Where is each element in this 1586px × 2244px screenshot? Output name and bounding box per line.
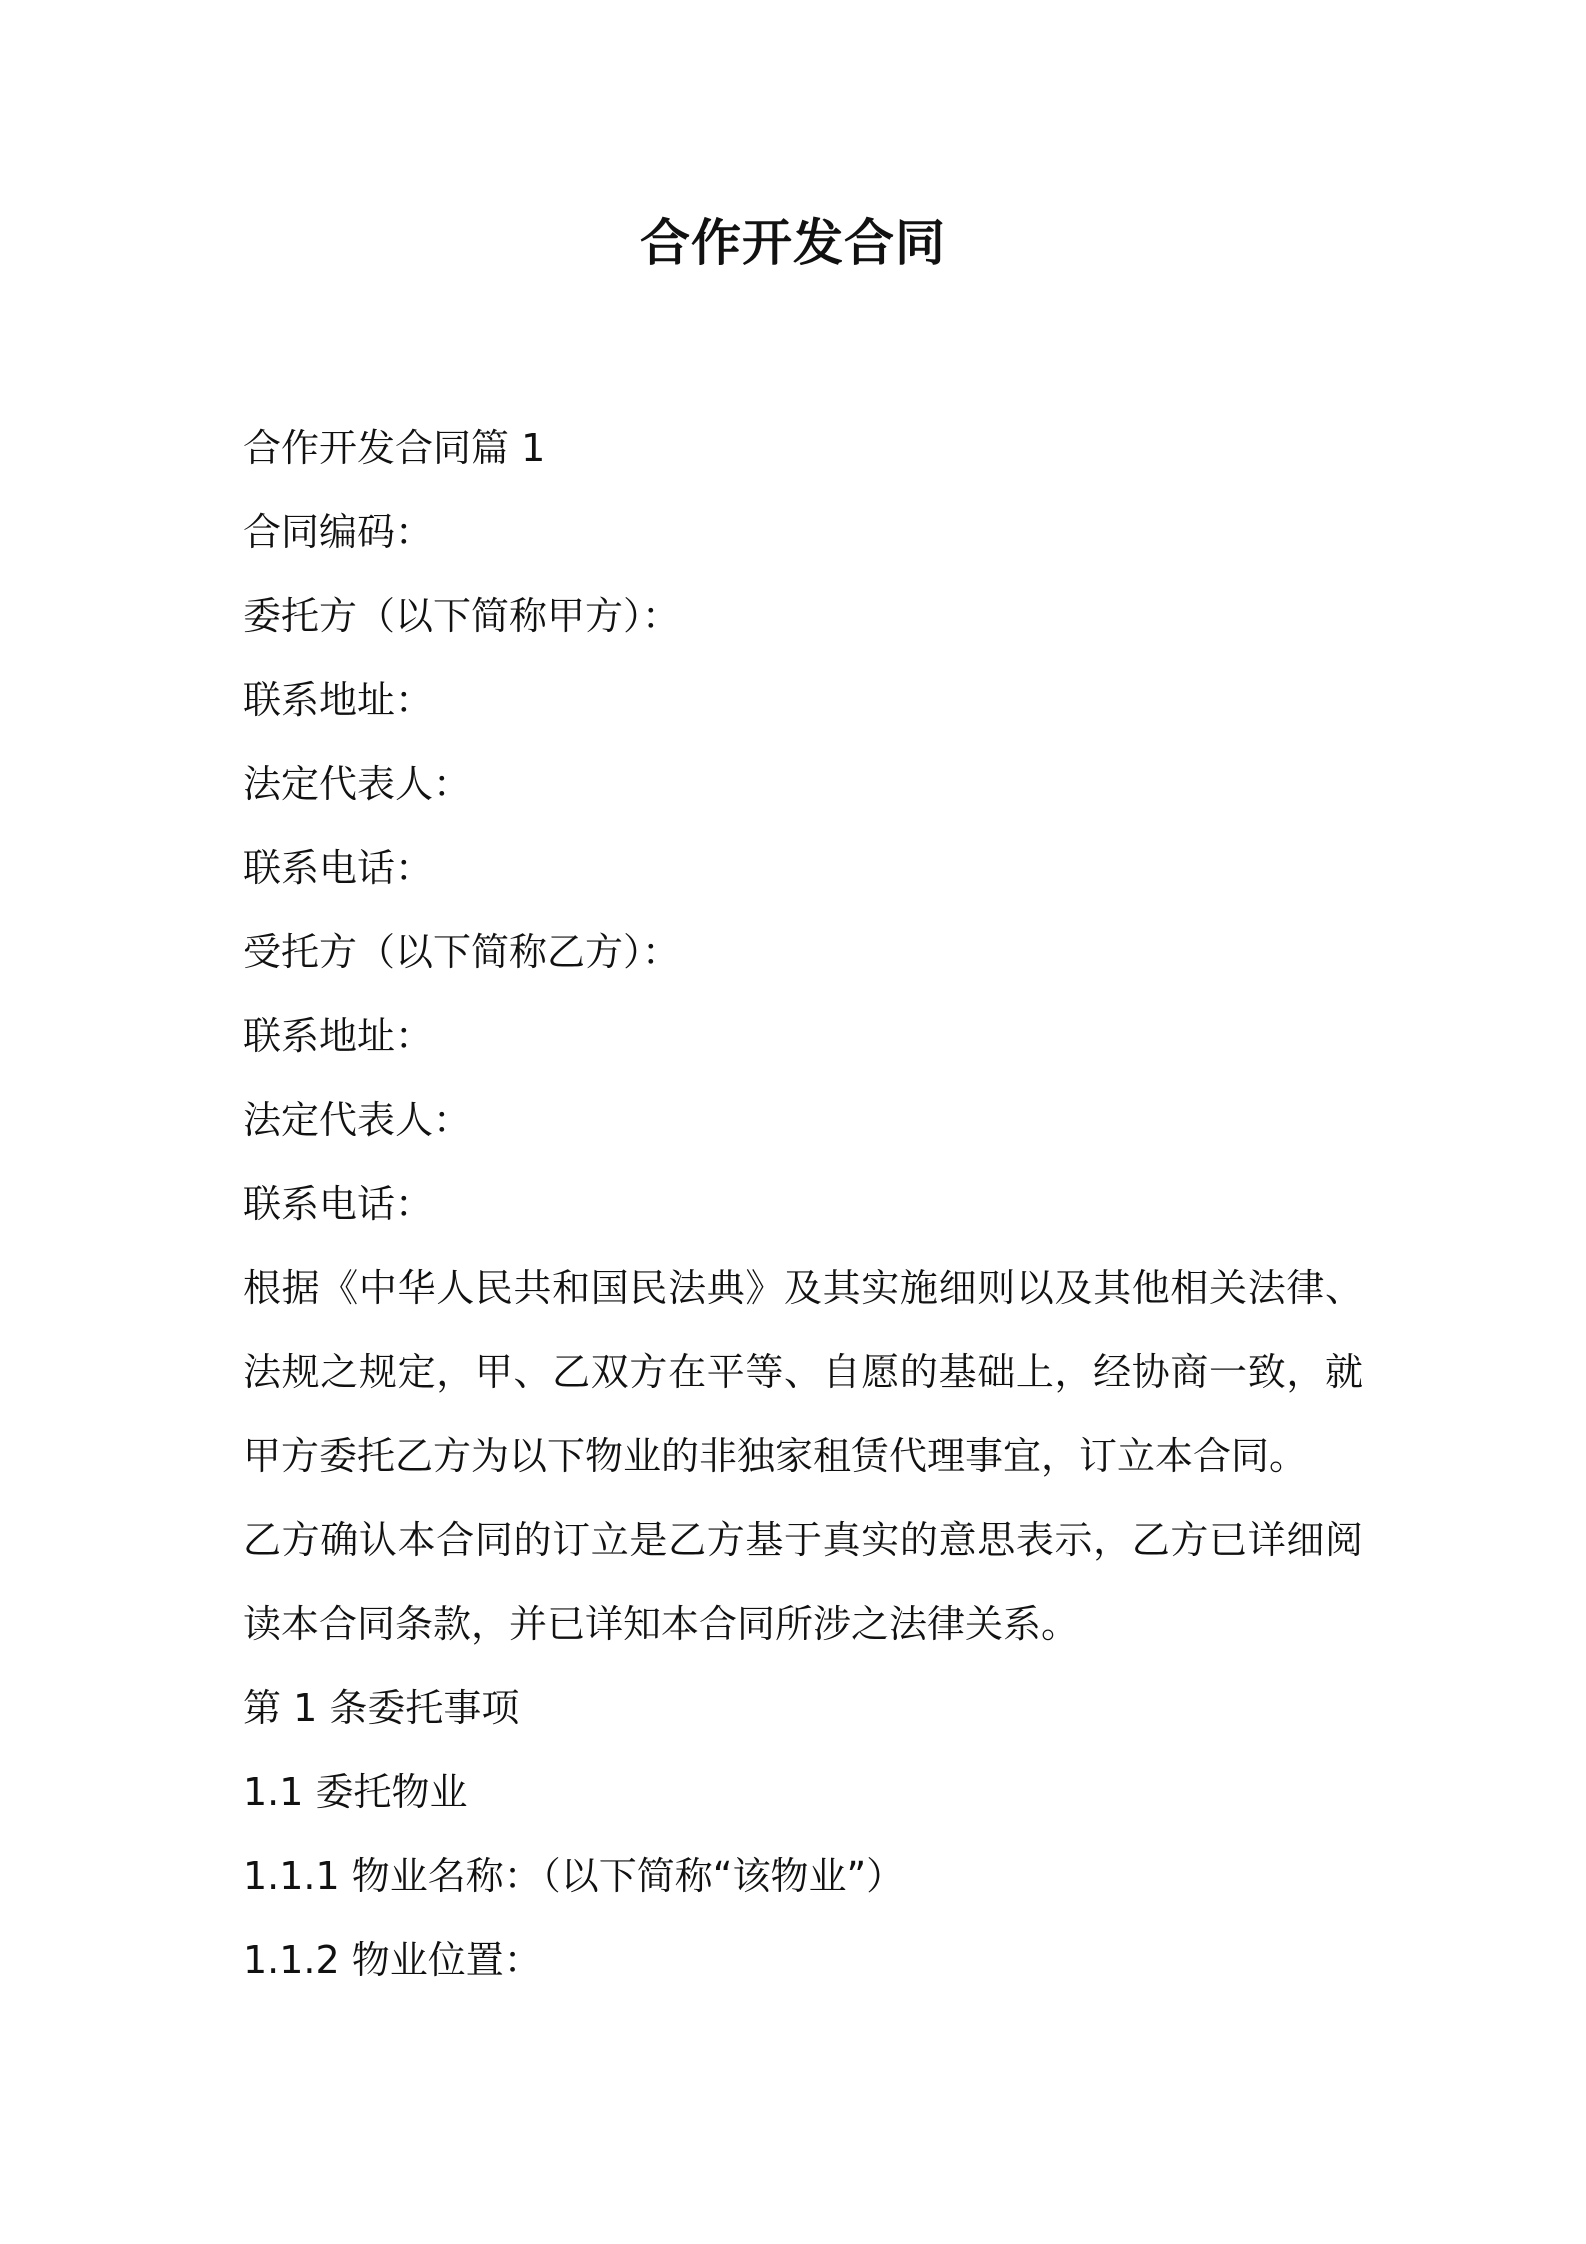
party-b-phone-label: 联系电话：	[243, 1182, 434, 1226]
party-b-label: 受托方（以下简称乙方）：	[243, 930, 681, 974]
section-heading: 合作开发合同篇 1	[243, 426, 546, 470]
party-a-legal-rep-label: 法定代表人：	[243, 762, 472, 806]
clause-1-1-2: 1.1.2 物业位置：	[243, 1938, 542, 1982]
party-a-label: 委托方（以下简称甲方）：	[243, 594, 681, 638]
party-a-phone-label: 联系电话：	[243, 846, 434, 890]
document-body	[243, 406, 1363, 2002]
document-title: 合作开发合同	[640, 214, 946, 272]
contract-code-label: 合同编码：	[243, 510, 434, 554]
confirmation-paragraph: 乙方确认本合同的订立是乙方基于真实的意思表示，乙方已详细阅读本合同条款，并已详知本合同所涉之法律关系。	[243, 1518, 1363, 1646]
article-1-heading: 第 1 条委托事项	[243, 1686, 520, 1730]
party-b-address-label: 联系地址：	[243, 1014, 434, 1058]
preamble-paragraph: 根据《中华人民共和国民法典》及其实施细则以及其他相关法律、法规之规定，甲、乙双方在平等、自愿的基础上，经协商一致，就甲方委托乙方为以下物业的非独家租赁代理事宜，订立本合同。	[243, 1266, 1363, 1478]
party-a-address-label: 联系地址：	[243, 678, 434, 722]
party-b-legal-rep-label: 法定代表人：	[243, 1098, 472, 1142]
clause-1-1: 1.1 委托物业	[243, 1770, 468, 1814]
clause-1-1-1: 1.1.1 物业名称：（以下简称“该物业”）	[243, 1854, 905, 1898]
